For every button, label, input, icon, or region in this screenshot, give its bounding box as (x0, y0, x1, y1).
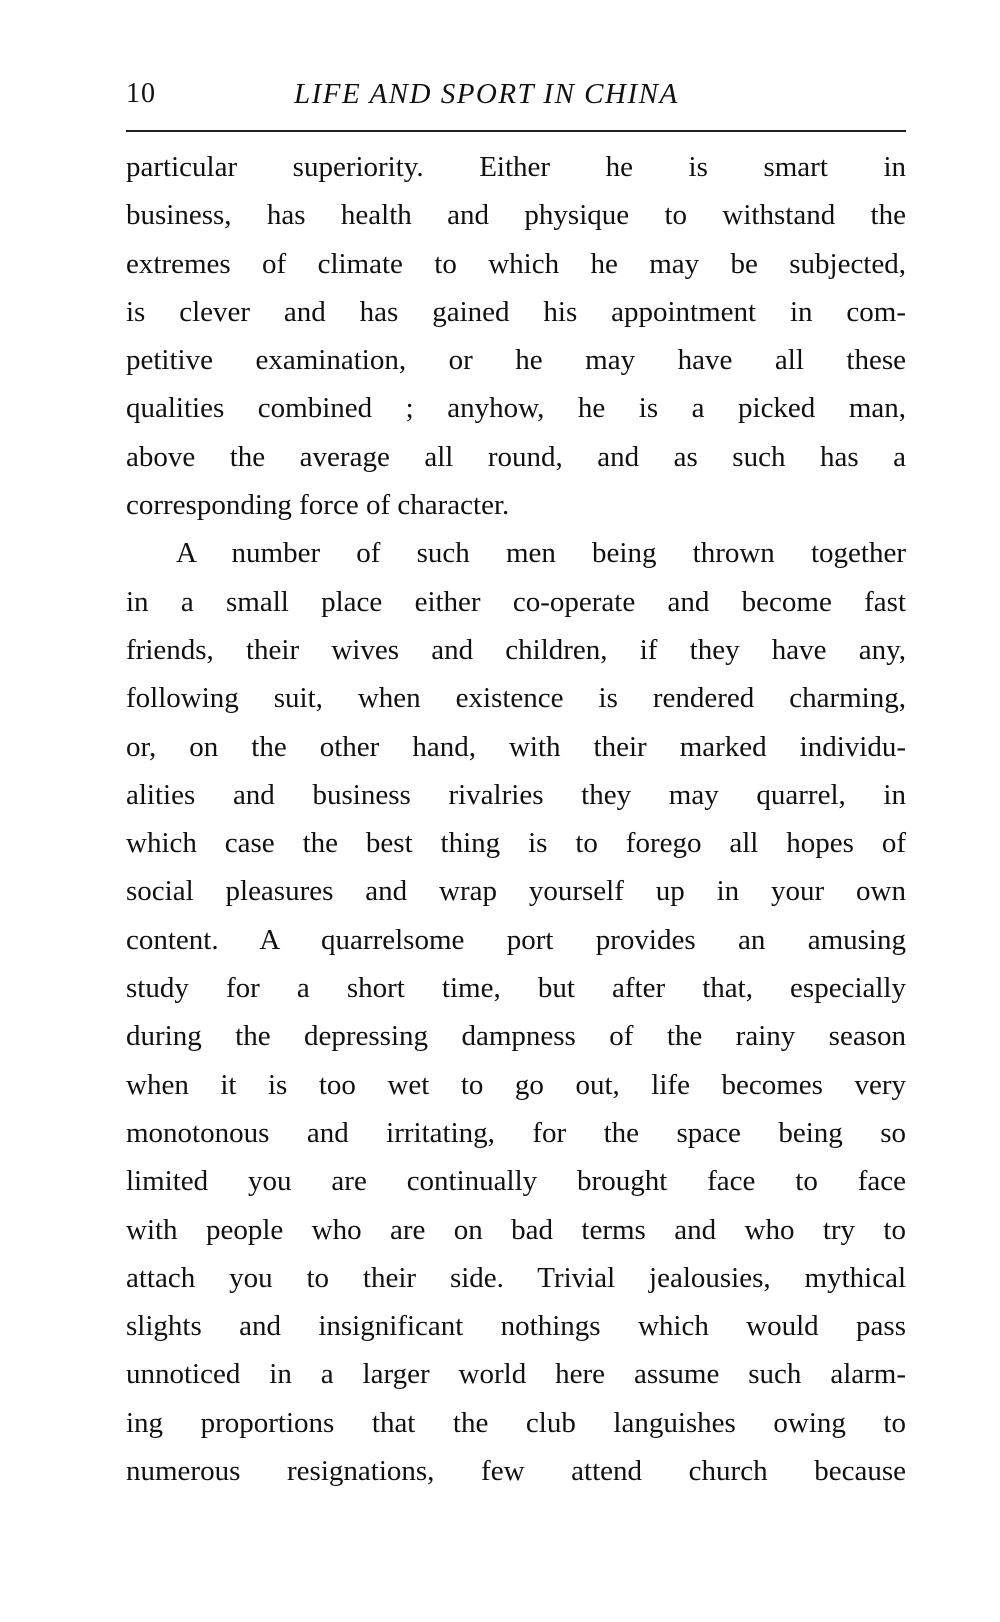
text-line: is clever and has gained his appointment in com- (126, 295, 906, 328)
text-line: slights and insignificant nothings which would pass (126, 1310, 906, 1343)
text-line: with people who are on bad terms and who try to (126, 1213, 906, 1246)
page-number: 10 (126, 78, 156, 109)
running-title: LIFE AND SPORT IN CHINA (294, 78, 679, 110)
text-line: business, has health and physique to withstand the (126, 199, 906, 232)
text-line: or, on the other hand, with their marked individu- (126, 730, 906, 763)
text-line: which case the best thing is to forego all hopes of (126, 827, 906, 860)
text-line: friends, their wives and children, if they have any, (126, 633, 906, 666)
text-line: particular superiority. Either he is smart in (126, 151, 906, 183)
text-line: study for a short time, but after that, especially (126, 972, 906, 1005)
text-line: during the depressing dampness of the rainy season (126, 1020, 906, 1053)
text-line: qualities combined ; anyhow, he is a picked man, (126, 392, 906, 425)
text-line: limited you are continually brought face to face (126, 1165, 906, 1198)
text-line: social pleasures and wrap yourself up in your own (126, 875, 906, 908)
text-line: monotonous and irritating, for the space being so (126, 1116, 906, 1149)
text-line: petitive examination, or he may have all these (126, 344, 906, 377)
page-header (126, 78, 906, 118)
text-line: A number of such men being thrown together (176, 537, 906, 570)
text-line: unnoticed in a larger world here assume such alarm- (126, 1358, 906, 1391)
text-line: content. A quarrelsome port provides an amusing (126, 923, 906, 956)
text-line: following suit, when existence is rendered charming, (126, 682, 906, 715)
text-line: alities and business rivalries they may quarrel, in (126, 778, 906, 811)
text-line: numerous resignations, few attend church because (126, 1455, 906, 1488)
text-line: corresponding force of character. (126, 489, 510, 522)
text-line: ing proportions that the club languishes owing to (126, 1406, 906, 1439)
text-line: attach you to their side. Trivial jealousies, mythical (126, 1261, 906, 1294)
text-line: above the average all round, and as such has a (126, 440, 906, 473)
header-rule (126, 130, 906, 132)
text-line: when it is too wet to go out, life becomes very (126, 1068, 906, 1101)
body-text (126, 143, 906, 1495)
text-line: extremes of climate to which he may be subjected, (126, 247, 906, 280)
text-line: in a small place either co-operate and become fast (126, 585, 906, 618)
